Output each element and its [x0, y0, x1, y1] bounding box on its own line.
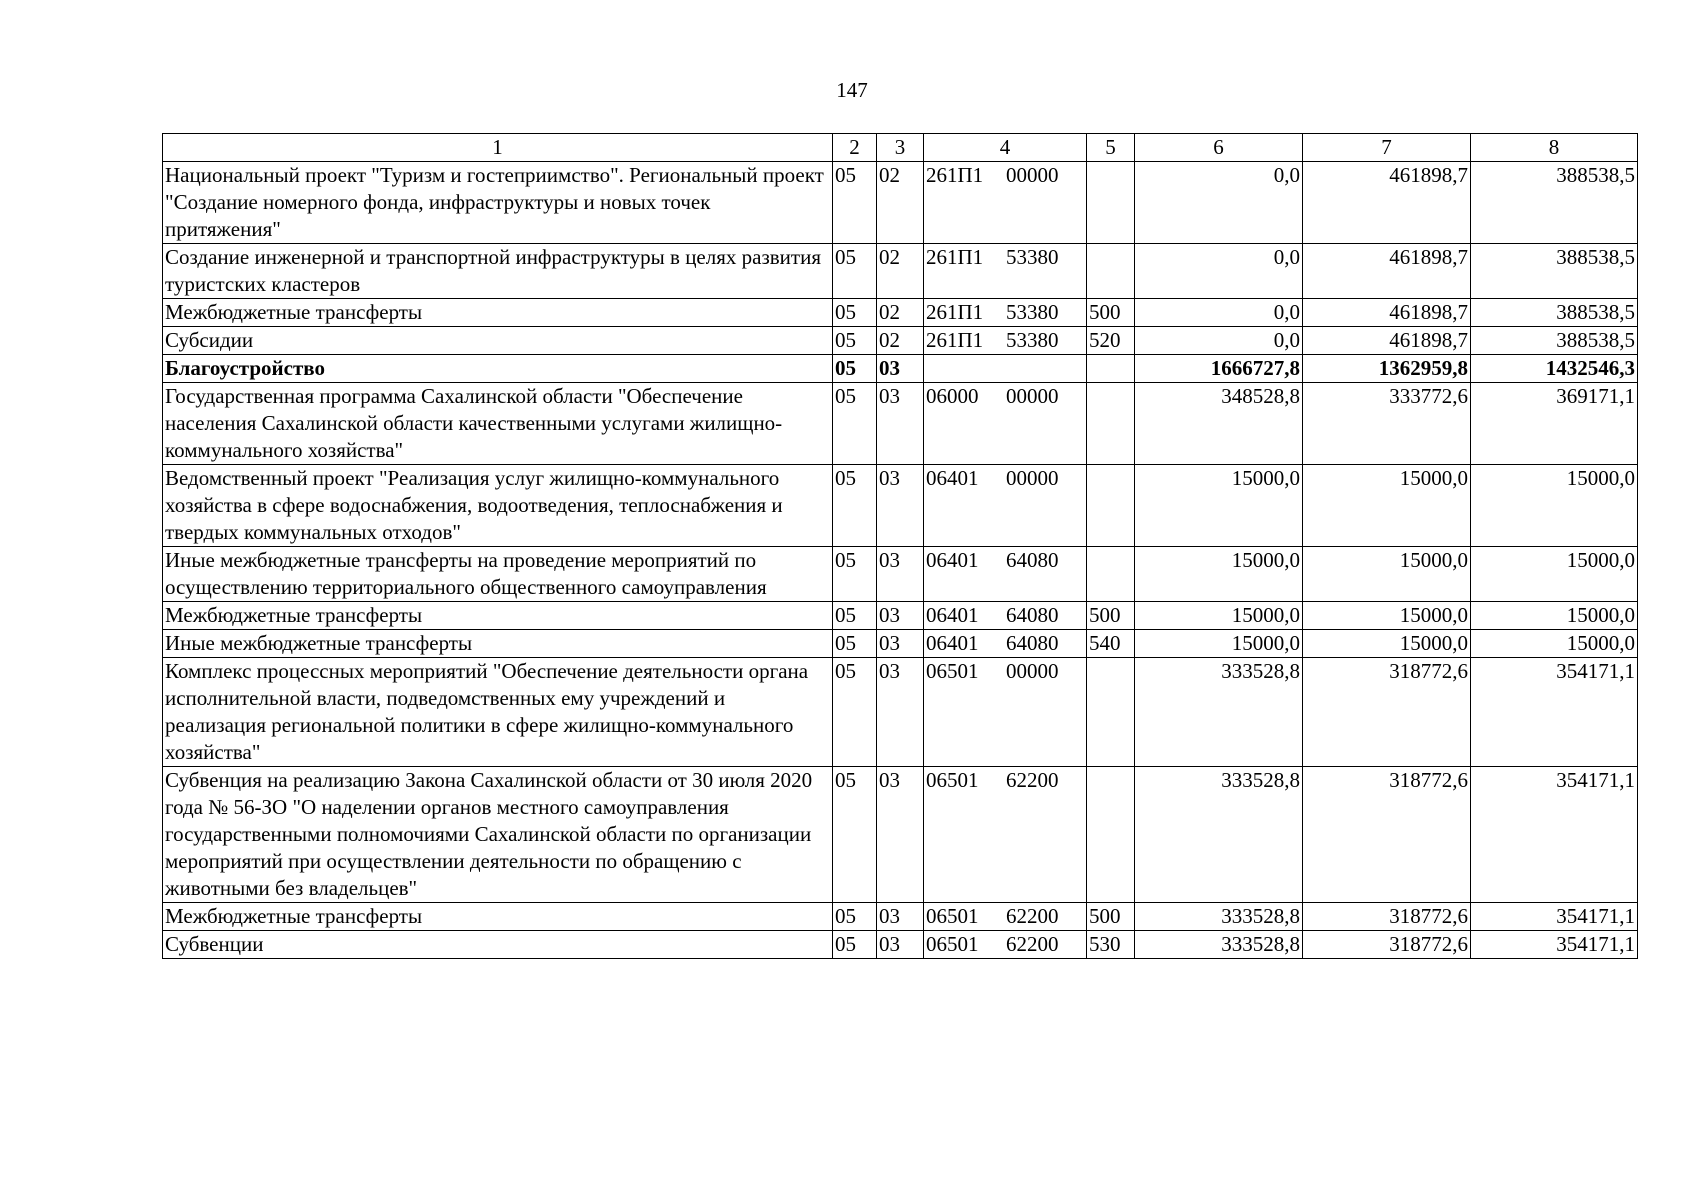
target-article-cell	[924, 547, 1087, 602]
subsection-cell: 03	[877, 465, 924, 547]
subsection-cell: 02	[877, 244, 924, 299]
column-header: 6	[1135, 134, 1303, 162]
section-cell: 05	[833, 383, 877, 465]
subsection-cell: 03	[877, 602, 924, 630]
value-col7-cell: 333772,6	[1303, 383, 1471, 465]
value-col8-cell: 354171,1	[1471, 658, 1638, 767]
value-col7-cell: 318772,6	[1303, 903, 1471, 931]
target-article-cell	[924, 355, 1087, 383]
expense-type-cell	[1087, 767, 1135, 903]
section-cell: 05	[833, 931, 877, 959]
table-row	[163, 383, 1638, 465]
column-header: 7	[1303, 134, 1471, 162]
target-article-cell	[924, 327, 1087, 355]
target-article-part2: 53380	[1006, 245, 1059, 269]
target-article-part1: 261П1	[926, 300, 984, 324]
expense-type-cell	[1087, 658, 1135, 767]
value-col6-cell: 15000,0	[1135, 465, 1303, 547]
target-article-cell	[924, 162, 1087, 244]
column-header: 2	[833, 134, 877, 162]
target-article-cell	[924, 658, 1087, 767]
section-cell: 05	[833, 547, 877, 602]
budget-table	[162, 133, 1638, 959]
value-col8-cell: 369171,1	[1471, 383, 1638, 465]
target-article-part2: 64080	[1006, 548, 1059, 572]
target-article-cell	[924, 767, 1087, 903]
subsection-cell: 03	[877, 630, 924, 658]
section-cell: 05	[833, 465, 877, 547]
target-article-cell	[924, 630, 1087, 658]
target-article-part1: 06501	[926, 904, 979, 928]
target-article-part2: 62200	[1006, 768, 1059, 792]
section-cell: 05	[833, 630, 877, 658]
expense-type-cell	[1087, 465, 1135, 547]
expense-type-cell	[1087, 162, 1135, 244]
expense-type-cell: 530	[1087, 931, 1135, 959]
value-col6-cell: 15000,0	[1135, 547, 1303, 602]
column-header: 4	[924, 134, 1087, 162]
row-name-cell: Иные межбюджетные трансферты	[163, 630, 833, 658]
target-article-part1: 06000	[926, 384, 979, 408]
subsection-cell: 03	[877, 658, 924, 767]
row-name-cell: Субвенция на реализацию Закона Сахалинской области от 30 июля 2020 года № 56-ЗО "О наделении органов местного самоуправления государственными полномочиями Сахалинской области по организации мероприятий при осуществлении деятельности по обращению с животными без владельцев"	[163, 767, 833, 903]
value-col8-cell: 388538,5	[1471, 299, 1638, 327]
value-col8-cell: 15000,0	[1471, 602, 1638, 630]
section-cell: 05	[833, 767, 877, 903]
section-cell: 05	[833, 355, 877, 383]
value-col7-cell: 15000,0	[1303, 547, 1471, 602]
section-cell: 05	[833, 162, 877, 244]
value-col8-cell: 354171,1	[1471, 767, 1638, 903]
value-col7-cell: 318772,6	[1303, 931, 1471, 959]
value-col8-cell: 354171,1	[1471, 903, 1638, 931]
row-name-cell: Ведомственный проект "Реализация услуг жилищно-коммунального хозяйства в сфере водоснабжения, водоотведения, теплоснабжения и твердых коммунальных отходов"	[163, 465, 833, 547]
subsection-cell: 02	[877, 299, 924, 327]
subsection-cell: 02	[877, 162, 924, 244]
value-col6-cell: 348528,8	[1135, 383, 1303, 465]
expense-type-cell	[1087, 383, 1135, 465]
target-article-part2: 53380	[1006, 328, 1059, 352]
table-row	[163, 547, 1638, 602]
value-col8-cell: 388538,5	[1471, 327, 1638, 355]
expense-type-cell	[1087, 547, 1135, 602]
row-name-cell: Иные межбюджетные трансферты на проведение мероприятий по осуществлению территориального общественного самоуправления	[163, 547, 833, 602]
target-article-cell	[924, 383, 1087, 465]
value-col6-cell: 1666727,8	[1135, 355, 1303, 383]
subsection-cell: 03	[877, 355, 924, 383]
table-row	[163, 355, 1638, 383]
value-col8-cell: 15000,0	[1471, 465, 1638, 547]
value-col8-cell: 15000,0	[1471, 630, 1638, 658]
value-col7-cell: 461898,7	[1303, 162, 1471, 244]
table-row	[163, 903, 1638, 931]
table-row	[163, 602, 1638, 630]
table-row	[163, 630, 1638, 658]
value-col8-cell: 354171,1	[1471, 931, 1638, 959]
page-number: 147	[836, 78, 868, 102]
expense-type-cell	[1087, 355, 1135, 383]
value-col6-cell: 333528,8	[1135, 767, 1303, 903]
value-col6-cell: 0,0	[1135, 299, 1303, 327]
table-row	[163, 767, 1638, 903]
target-article-cell	[924, 931, 1087, 959]
target-article-part2: 64080	[1006, 631, 1059, 655]
column-header-row	[163, 134, 1638, 162]
table-row	[163, 658, 1638, 767]
value-col6-cell: 333528,8	[1135, 931, 1303, 959]
expense-type-cell	[1087, 244, 1135, 299]
value-col6-cell: 333528,8	[1135, 903, 1303, 931]
table-row	[163, 931, 1638, 959]
target-article-cell	[924, 903, 1087, 931]
target-article-cell	[924, 602, 1087, 630]
target-article-part2: 53380	[1006, 300, 1059, 324]
section-cell: 05	[833, 244, 877, 299]
subsection-cell: 03	[877, 547, 924, 602]
value-col7-cell: 318772,6	[1303, 658, 1471, 767]
expense-type-cell: 540	[1087, 630, 1135, 658]
target-article-part2: 00000	[1006, 466, 1059, 490]
target-article-part1: 261П1	[926, 245, 984, 269]
column-header: 1	[163, 134, 833, 162]
value-col6-cell: 0,0	[1135, 327, 1303, 355]
table-row	[163, 162, 1638, 244]
target-article-part1: 06401	[926, 466, 979, 490]
table-row	[163, 327, 1638, 355]
target-article-part2: 00000	[1006, 163, 1059, 187]
section-cell: 05	[833, 327, 877, 355]
value-col7-cell: 461898,7	[1303, 299, 1471, 327]
row-name-cell: Национальный проект "Туризм и гостеприимство". Региональный проект "Создание номерного фонда, инфраструктуры и новых точек притяжения"	[163, 162, 833, 244]
row-name-cell: Межбюджетные трансферты	[163, 903, 833, 931]
row-name-cell: Межбюджетные трансферты	[163, 299, 833, 327]
value-col7-cell: 15000,0	[1303, 465, 1471, 547]
subsection-cell: 03	[877, 931, 924, 959]
target-article-cell	[924, 299, 1087, 327]
section-cell: 05	[833, 903, 877, 931]
target-article-part1: 261П1	[926, 163, 984, 187]
row-name-cell: Межбюджетные трансферты	[163, 602, 833, 630]
value-col8-cell: 15000,0	[1471, 547, 1638, 602]
value-col6-cell: 15000,0	[1135, 630, 1303, 658]
row-name-cell: Субвенции	[163, 931, 833, 959]
expense-type-cell: 500	[1087, 299, 1135, 327]
target-article-part2: 00000	[1006, 384, 1059, 408]
value-col7-cell: 15000,0	[1303, 602, 1471, 630]
expense-type-cell: 520	[1087, 327, 1135, 355]
table-row	[163, 465, 1638, 547]
target-article-part2: 62200	[1006, 932, 1059, 956]
target-article-part2: 00000	[1006, 659, 1059, 683]
row-name-cell: Создание инженерной и транспортной инфраструктуры в целях развития туристских кластеров	[163, 244, 833, 299]
value-col7-cell: 461898,7	[1303, 327, 1471, 355]
value-col6-cell: 0,0	[1135, 162, 1303, 244]
subsection-cell: 03	[877, 383, 924, 465]
subsection-cell: 03	[877, 767, 924, 903]
target-article-part1: 06401	[926, 548, 979, 572]
expense-type-cell: 500	[1087, 903, 1135, 931]
target-article-part1: 06401	[926, 631, 979, 655]
subsection-cell: 03	[877, 903, 924, 931]
value-col8-cell: 1432546,3	[1471, 355, 1638, 383]
target-article-cell	[924, 465, 1087, 547]
target-article-part1: 06401	[926, 603, 979, 627]
value-col8-cell: 388538,5	[1471, 244, 1638, 299]
expense-type-cell: 500	[1087, 602, 1135, 630]
value-col7-cell: 1362959,8	[1303, 355, 1471, 383]
row-name-cell: Комплекс процессных мероприятий "Обеспечение деятельности органа исполнительной власти, подведомственных ему учреждений и реализация региональной политики в сфере жилищно-коммунального хозяйства"	[163, 658, 833, 767]
value-col8-cell: 388538,5	[1471, 162, 1638, 244]
target-article-part1: 06501	[926, 932, 979, 956]
target-article-part2: 64080	[1006, 603, 1059, 627]
table-row	[163, 299, 1638, 327]
subsection-cell: 02	[877, 327, 924, 355]
section-cell: 05	[833, 299, 877, 327]
target-article-part1: 261П1	[926, 328, 984, 352]
column-header: 3	[877, 134, 924, 162]
section-cell: 05	[833, 658, 877, 767]
target-article-part2: 62200	[1006, 904, 1059, 928]
table-row	[163, 244, 1638, 299]
column-header: 8	[1471, 134, 1638, 162]
value-col6-cell: 15000,0	[1135, 602, 1303, 630]
target-article-part1: 06501	[926, 659, 979, 683]
column-header: 5	[1087, 134, 1135, 162]
value-col6-cell: 0,0	[1135, 244, 1303, 299]
row-name-cell: Благоустройство	[163, 355, 833, 383]
value-col7-cell: 15000,0	[1303, 630, 1471, 658]
value-col6-cell: 333528,8	[1135, 658, 1303, 767]
target-article-cell	[924, 244, 1087, 299]
row-name-cell: Субсидии	[163, 327, 833, 355]
target-article-part1: 06501	[926, 768, 979, 792]
value-col7-cell: 318772,6	[1303, 767, 1471, 903]
value-col7-cell: 461898,7	[1303, 244, 1471, 299]
section-cell: 05	[833, 602, 877, 630]
row-name-cell: Государственная программа Сахалинской области "Обеспечение населения Сахалинской области качественными услугами жилищно-коммунального хозяйства"	[163, 383, 833, 465]
